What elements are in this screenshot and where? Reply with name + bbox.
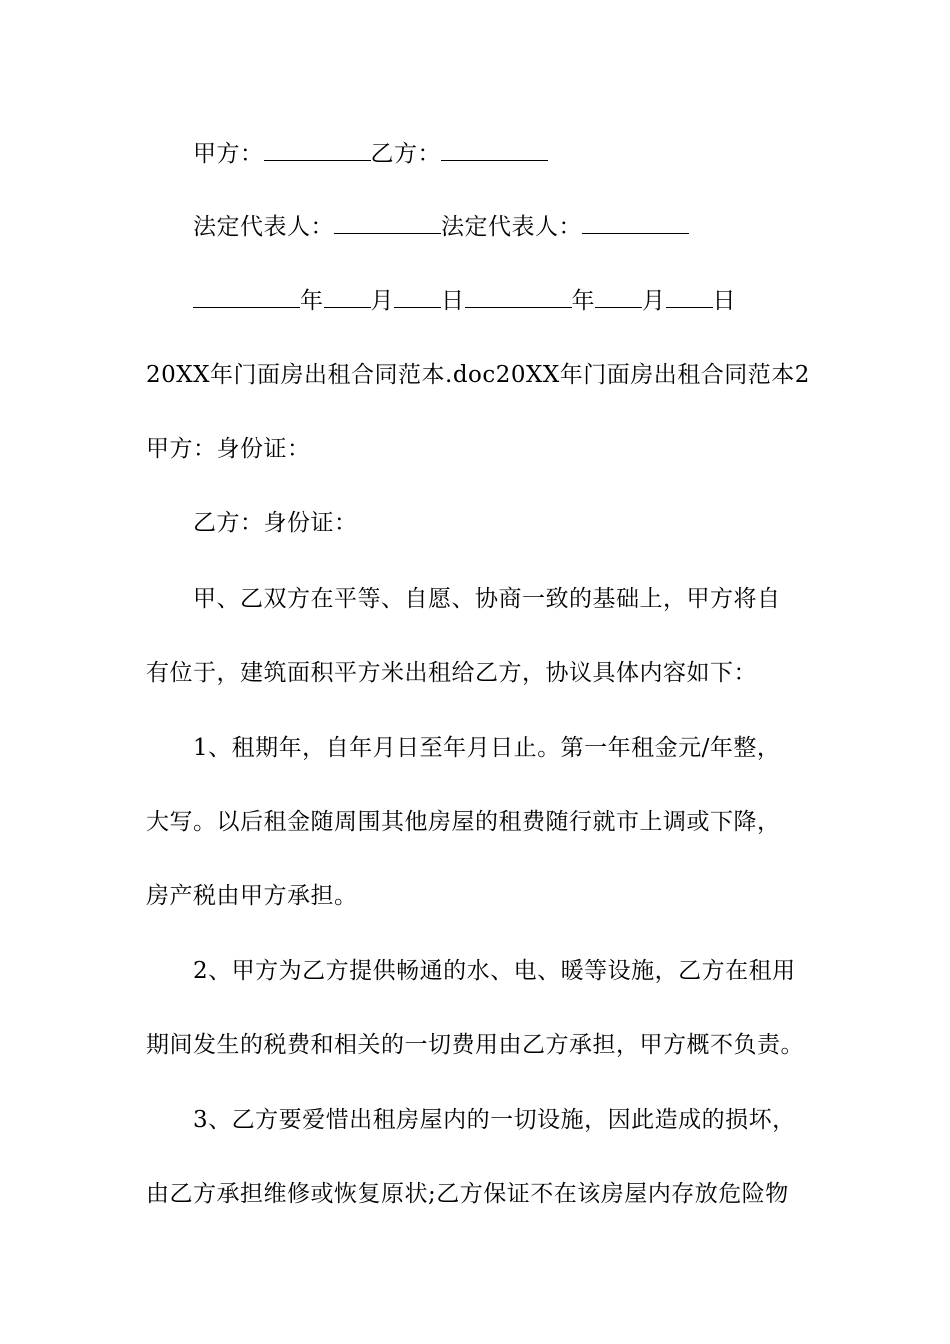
year-blank-a <box>193 287 300 308</box>
clause-3-line: 3、乙方要爱惜出租房屋内的一切设施，因此造成的损坏， <box>193 1107 796 1133</box>
paragraph-line: 大写。以后租金随周围其他房屋的租费随行就市上调或下降， <box>146 809 781 835</box>
month-label-b: 月 <box>642 288 666 314</box>
month-blank-a <box>324 287 371 308</box>
document-title-line: 20XX年门面房出租合同范本.doc20XX年门面房出租合同范本2 <box>146 362 810 388</box>
month-blank-b <box>595 287 642 308</box>
year-blank-b <box>465 287 572 308</box>
year-label-a: 年 <box>300 288 324 314</box>
party-b-id-line: 乙方：身份证： <box>193 510 358 536</box>
party-a-rep-label: 法定代表人： <box>193 214 334 240</box>
clause-1-line: 1、租期年，自年月日至年月日止。第一年租金元/年整， <box>193 735 781 761</box>
legal-representative-line <box>0 212 950 242</box>
month-label-a: 月 <box>370 288 394 314</box>
party-a-label: 甲方： <box>193 141 264 167</box>
day-blank-b <box>666 287 713 308</box>
paragraph-line: 房产税由甲方承担。 <box>146 883 358 909</box>
day-blank-a <box>394 287 441 308</box>
party-a-blank <box>264 140 371 161</box>
paragraph-line: 期间发生的税费和相关的一切费用由乙方承担，甲方概不负责。 <box>146 1032 804 1058</box>
party-b-label: 乙方： <box>370 141 441 167</box>
party-b-rep-label: 法定代表人： <box>441 214 582 240</box>
party-b-blank <box>441 140 548 161</box>
clause-2-line: 2、甲方为乙方提供畅通的水、电、暖等设施，乙方在租用 <box>193 958 796 984</box>
day-label-a: 日 <box>441 288 465 314</box>
party-a-rep-blank <box>334 213 441 234</box>
paragraph-line: 有位于，建筑面积平方米出租给乙方，协议具体内容如下： <box>146 660 757 686</box>
party-a-id-line: 甲方：身份证： <box>146 436 311 462</box>
signature-date-line <box>0 286 950 316</box>
party-b-rep-blank <box>582 213 689 234</box>
year-label-b: 年 <box>571 288 595 314</box>
day-label-b: 日 <box>712 288 736 314</box>
paragraph-line: 甲、乙双方在平等、自愿、协商一致的基础上，甲方将自 <box>193 586 781 612</box>
signature-party-line <box>0 139 950 169</box>
paragraph-line: 由乙方承担维修或恢复原状;乙方保证不在该房屋内存放危险物 <box>146 1181 789 1207</box>
